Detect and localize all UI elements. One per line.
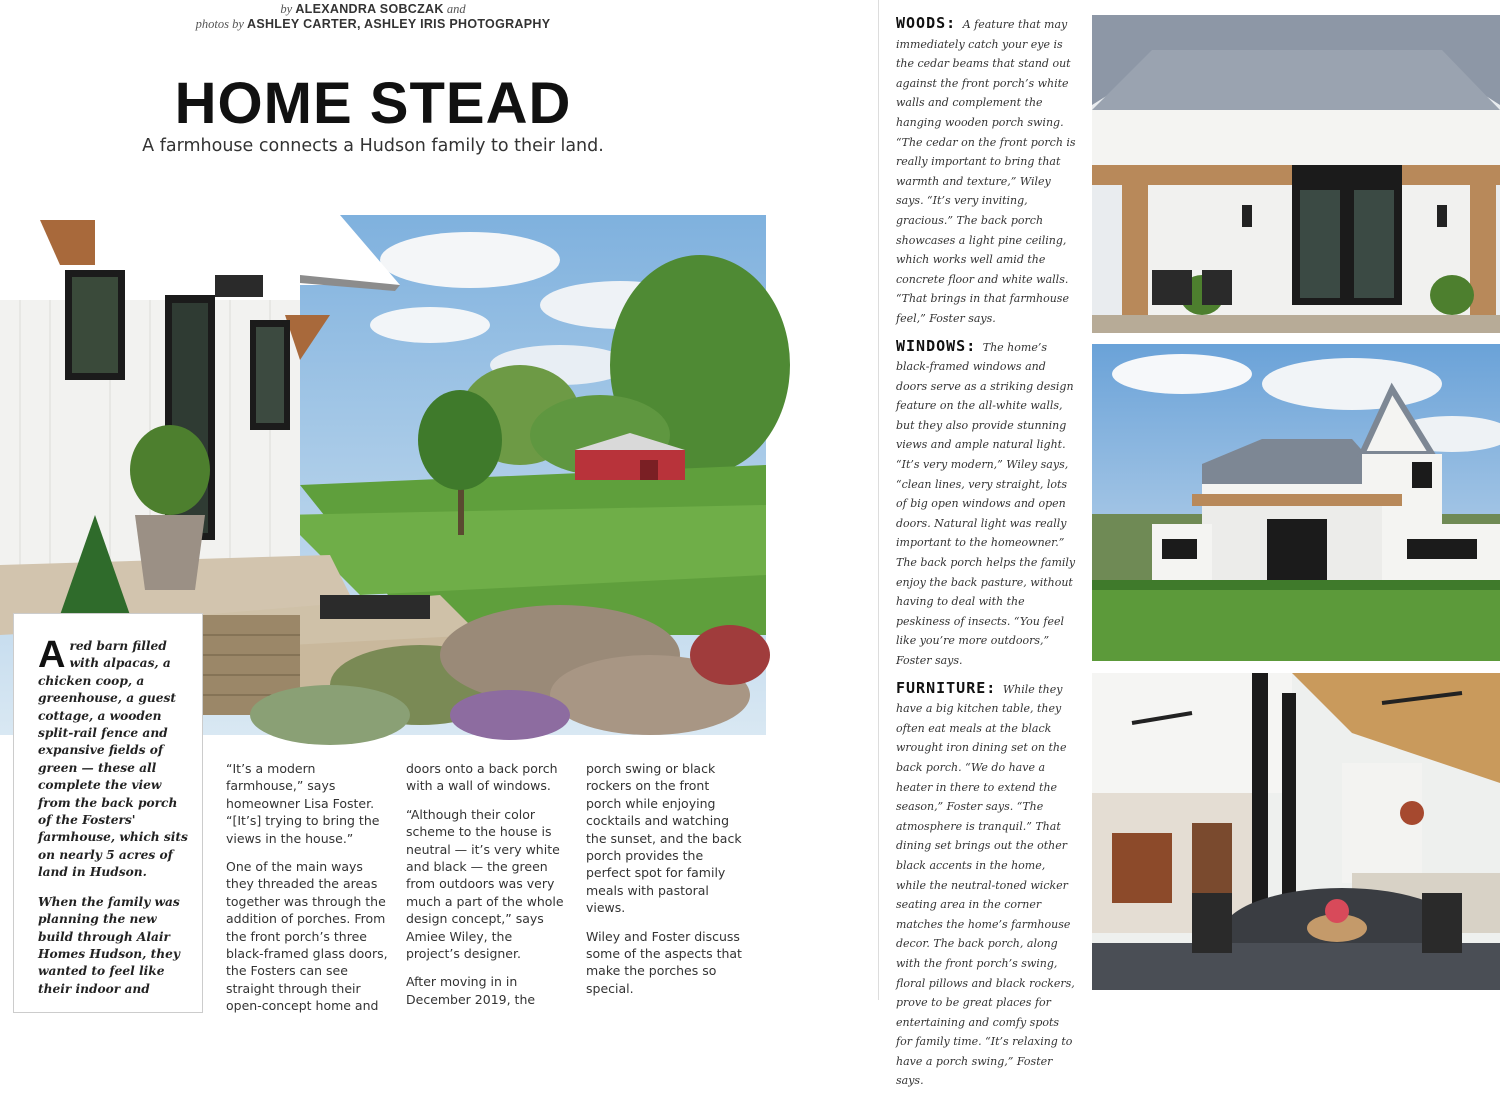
body-paragraph: “It’s a modern farmhouse,” says homeowner Lisa Foster. “[It’s] trying to bring the views in the house.” xyxy=(226,761,380,846)
front-porch-illustration xyxy=(1092,15,1500,333)
body-paragraph: One of the main ways they threaded the areas together was through the addition of porches. From the front porch’s three black-framed glass doors, the Fosters can see straight through their open-concept home and xyxy=(226,859,388,1014)
woods-text: A feature that may immediately catch your eye is the cedar beams that stand out against the front porch’s white walls and complement the hanging wooden porch swing. “The cedar on the front porch is really important to bring that warmth and texture,” Wiley says. “It’s very inviting, gracious.” The back porch showcases a light pine ceiling, which works well amid the concrete floor and white walls. “That brings in that farmhouse feel,” Foster says. xyxy=(896,18,1076,325)
lede-paragraph-2: When the family was planning the new build through Alair Homes Hudson, they wanted to feel like their indoor and xyxy=(38,894,180,996)
byline xyxy=(0,2,746,32)
furniture-heading: FURNITURE: xyxy=(896,678,997,697)
byline-photographers: ASHLEY CARTER, ASHLEY IRIS PHOTOGRAPHY xyxy=(247,17,551,31)
byline-by: by xyxy=(280,2,293,16)
windows-section xyxy=(896,337,1078,671)
body-column-2 xyxy=(406,760,568,1019)
body-column-3 xyxy=(586,760,748,1008)
furniture-text: While they have a big kitchen table, they often eat meals at the black wrought iron dining set on the back porch. “We do have a heater in there to extend the season,” Foster says. “The atmosphere is tranquil.” That dining set brings out the other black accents in the home, while the neutral-toned wicker seating area in the corner matches the home’s farmhouse decor. The back porch, along with the front porch’s swing, floral pillows and black rockers, prove to be great places for entertaining and comfy spots for family time. “It’s relaxing to have a porch swing,” Foster says. xyxy=(896,682,1075,1088)
byline-and: and xyxy=(446,2,466,16)
rear-exterior-illustration xyxy=(1092,344,1500,661)
lede-text-1: red barn filled with alpacas, a chicken coop, a greenhouse, a guest cottage, a wooden split-rail fence and expansive fields of green — these all complete the view from the back porch of the Fosters' farmhouse, which sits on nearly 5 acres of land in Hudson. xyxy=(38,639,188,880)
byline-author: ALEXANDRA SOBCZAK xyxy=(295,2,444,16)
body-paragraph: After moving in in December 2019, the xyxy=(406,974,536,1007)
back-porch-illustration xyxy=(1092,673,1500,990)
article-title: HOME STEAD xyxy=(174,71,572,136)
body-paragraph: porch swing or black rockers on the front porch while enjoying cocktails and watching the sunset, and the back porch provides the perfect spot for family meals with pastoral views. xyxy=(586,761,742,916)
photo-front-porch xyxy=(1092,15,1500,333)
windows-heading: WINDOWS: xyxy=(896,336,977,355)
furniture-section xyxy=(896,679,1078,1091)
woods-heading: WOODS: xyxy=(896,14,957,32)
article-subtitle: A farmhouse connects a Hudson family to their land. xyxy=(142,136,604,156)
sidebar-features xyxy=(896,14,1078,1099)
drop-cap: A xyxy=(38,634,66,676)
body-paragraph: doors onto a back porch with a wall of windows. xyxy=(406,761,558,794)
lede-paragraph-1 xyxy=(38,634,188,882)
body-paragraph: “Although their color scheme to the house is neutral — it’s very white and black — the green from outdoors was very much a part of the whole design concept,” says Amiee Wiley, the project’s designer. xyxy=(406,806,564,962)
byline-photos-by: photos by xyxy=(195,17,244,31)
lede-box xyxy=(13,613,203,1013)
page-gutter xyxy=(878,0,879,1000)
body-paragraph: Wiley and Foster discuss some of the aspects that make the porches so special. xyxy=(586,928,742,996)
photo-rear-exterior xyxy=(1092,344,1500,661)
photo-back-porch-interior xyxy=(1092,673,1500,990)
body-column-1 xyxy=(226,760,388,1026)
woods-section xyxy=(896,14,1078,329)
windows-text: The home’s black-framed windows and doors serve as a striking design feature on the all-white walls, but they also provide stunning views and ample natural light. “It’s very modern,” Wiley says, “clean lines, very straight, lots of big open windows and open doors. Natural light was really important to the homeowner.” The back porch helps the family enjoy the back pasture, without having to deal with the peskiness of insects. “You feel like you’re more outdoors,” Foster says. xyxy=(896,340,1076,667)
